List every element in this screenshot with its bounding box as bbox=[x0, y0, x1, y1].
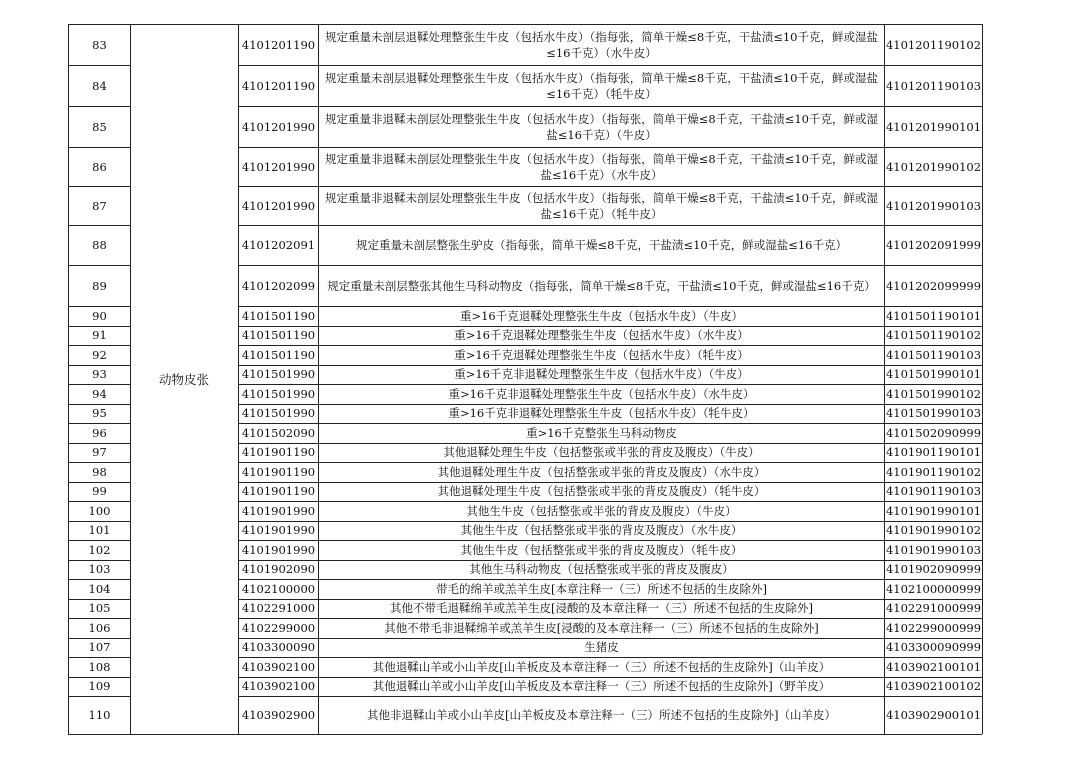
inspection-code: 4101202099999 bbox=[885, 278, 982, 293]
goods-description: 规定重量未剖层整张生驴皮（指每张，简单干燥≤8千克，干盐渍≤10千克，鲜或湿盐≤16千克） bbox=[356, 238, 847, 252]
goods-description: 重>16千克退鞣处理整张生牛皮（包括水牛皮）（牦牛皮） bbox=[454, 347, 749, 362]
row-number: 91 bbox=[92, 328, 107, 343]
hs-code: 4101201990 bbox=[241, 198, 316, 213]
column-divider bbox=[68, 24, 69, 734]
goods-description: 规定重量非退鞣未剖层处理整张生牛皮（包括水牛皮）（指每张，简单干燥≤8千克，干盐渍≤10千克，鲜或湿盐≤16千克）（牛皮） bbox=[325, 111, 878, 142]
hs-code: 4101501190 bbox=[241, 328, 316, 343]
row-number: 97 bbox=[92, 445, 107, 460]
goods-description: 其他生牛皮（包括整张或半张的背皮及腹皮）（水牛皮） bbox=[460, 523, 743, 538]
goods-description: 其他生马科动物皮（包括整张或半张的背皮及腹皮） bbox=[469, 562, 734, 577]
hs-code: 4101202091 bbox=[241, 238, 316, 252]
hs-code: 4101901190 bbox=[241, 484, 316, 499]
goods-description: 生猪皮 bbox=[584, 640, 619, 655]
inspection-code: 4102291000999 bbox=[885, 601, 982, 616]
goods-description: 重>16千克非退鞣处理整张生牛皮（包括水牛皮）（水牛皮） bbox=[448, 386, 755, 401]
inspection-code: 4101901990102 bbox=[885, 523, 982, 538]
column-divider bbox=[238, 24, 239, 734]
column-divider bbox=[318, 24, 319, 734]
hs-code: 4101202099 bbox=[241, 278, 316, 293]
goods-description: 规定重量非退鞣未剖层处理整张生牛皮（包括水牛皮）（指每张，简单干燥≤8千克，干盐渍≤10千克，鲜或湿盐≤16千克）（水牛皮） bbox=[325, 151, 878, 182]
goods-description: 其他退鞣处理生牛皮（包括整张或半张的背皮及腹皮）（水牛皮） bbox=[437, 464, 766, 479]
column-divider bbox=[982, 24, 983, 734]
row-number: 110 bbox=[88, 708, 111, 722]
hs-code: 4102100000 bbox=[241, 581, 316, 596]
hs-code: 4101901190 bbox=[241, 464, 316, 479]
hs-code: 4103902900 bbox=[241, 708, 316, 722]
table-border bbox=[68, 734, 982, 735]
goods-description: 重>16千克非退鞣处理整张生牛皮（包括水牛皮）（牦牛皮） bbox=[448, 406, 755, 421]
hs-code: 4103300090 bbox=[241, 640, 316, 655]
inspection-code: 4101501990103 bbox=[885, 406, 982, 421]
row-number: 84 bbox=[92, 78, 107, 93]
inspection-code: 4103300090999 bbox=[885, 640, 982, 655]
goods-description: 其他退鞣处理生牛皮（包括整张或半张的背皮及腹皮）（牛皮） bbox=[443, 445, 760, 460]
inspection-code: 4101901990101 bbox=[885, 503, 982, 518]
inspection-code: 4101501190103 bbox=[885, 347, 982, 362]
hs-code: 4101901990 bbox=[241, 503, 316, 518]
row-number: 106 bbox=[88, 620, 111, 635]
goods-description: 规定重量非退鞣未剖层处理整张生牛皮（包括水牛皮）（指每张，简单干燥≤8千克，干盐渍≤10千克，鲜或湿盐≤16千克）（牦牛皮） bbox=[325, 190, 878, 221]
goods-description: 重>16千克退鞣处理整张生牛皮（包括水牛皮）（牛皮） bbox=[459, 308, 744, 323]
row-number: 89 bbox=[92, 278, 107, 293]
hs-code: 4102299000 bbox=[241, 620, 316, 635]
row-number: 96 bbox=[92, 425, 107, 440]
table-border bbox=[68, 24, 982, 25]
inspection-code: 4101901190101 bbox=[885, 445, 982, 460]
inspection-code: 4101901190103 bbox=[885, 484, 982, 499]
hs-code: 4101501990 bbox=[241, 406, 316, 421]
row-number: 105 bbox=[88, 601, 111, 616]
inspection-code: 4101201190103 bbox=[885, 78, 982, 93]
goods-description: 其他不带毛非退鞣绵羊或羔羊生皮[浸酸的及本章注释一（三）所述不包括的生皮除外] bbox=[384, 620, 819, 635]
inspection-code: 4101501190102 bbox=[885, 328, 982, 343]
hs-code: 4101502090 bbox=[241, 425, 316, 440]
hs-code: 4101501190 bbox=[241, 347, 316, 362]
inspection-code: 4102100000999 bbox=[885, 581, 982, 596]
column-divider bbox=[884, 24, 885, 734]
goods-description: 其他退鞣山羊或小山羊皮[山羊板皮及本章注释一（三）所述不包括的生皮除外]（野羊皮） bbox=[372, 679, 831, 694]
inspection-code: 4101201190102 bbox=[885, 37, 982, 52]
hs-code: 4101901990 bbox=[241, 523, 316, 538]
row-number: 107 bbox=[88, 640, 111, 655]
row-number: 94 bbox=[92, 386, 107, 401]
hs-code: 4101501190 bbox=[241, 308, 316, 323]
row-number: 102 bbox=[88, 542, 111, 557]
hs-code: 4101902090 bbox=[241, 562, 316, 577]
hs-code: 4101901190 bbox=[241, 445, 316, 460]
inspection-code: 4101502090999 bbox=[885, 425, 982, 440]
row-number: 88 bbox=[92, 238, 107, 252]
hs-code: 4101501990 bbox=[241, 386, 316, 401]
row-number: 90 bbox=[92, 308, 107, 323]
row-number: 95 bbox=[92, 406, 107, 421]
row-number: 100 bbox=[88, 503, 111, 518]
row-number: 103 bbox=[88, 562, 111, 577]
row-number: 86 bbox=[92, 159, 107, 174]
inspection-code: 4101201990102 bbox=[885, 159, 982, 174]
inspection-code: 4101201990103 bbox=[885, 198, 982, 213]
row-number: 101 bbox=[88, 523, 111, 538]
inspection-code: 4101501190101 bbox=[885, 308, 982, 323]
goods-description: 其他生牛皮（包括整张或半张的背皮及腹皮）（牛皮） bbox=[466, 503, 737, 518]
goods-description: 其他退鞣处理生牛皮（包括整张或半张的背皮及腹皮）（牦牛皮） bbox=[437, 484, 766, 499]
category-cell: 动物皮张 bbox=[158, 372, 209, 387]
hs-code: 4103902100 bbox=[241, 679, 316, 694]
goods-description: 其他不带毛退鞣绵羊或羔羊生皮[浸酸的及本章注释一（三）所述不包括的生皮除外] bbox=[390, 601, 813, 616]
row-number: 93 bbox=[92, 367, 107, 382]
goods-description: 规定重量未剖层退鞣处理整张生牛皮（包括水牛皮）（指每张，简单干燥≤8千克，干盐渍≤10千克，鲜或湿盐≤16千克）（水牛皮） bbox=[325, 29, 878, 60]
column-divider bbox=[130, 24, 131, 734]
inspection-code: 4101902090999 bbox=[885, 562, 982, 577]
inspection-code: 4103902100101 bbox=[885, 659, 982, 674]
inspection-code: 4101901190102 bbox=[885, 464, 982, 479]
inspection-code: 4101202091999 bbox=[885, 238, 982, 252]
inspection-code: 4103902900101 bbox=[885, 708, 982, 722]
row-number: 92 bbox=[92, 347, 107, 362]
hs-code: 4102291000 bbox=[241, 601, 316, 616]
hs-code: 4101201190 bbox=[241, 78, 316, 93]
inspection-code: 4103902100102 bbox=[885, 679, 982, 694]
row-number: 83 bbox=[92, 37, 107, 52]
row-number: 99 bbox=[92, 484, 107, 499]
goods-description: 其他生牛皮（包括整张或半张的背皮及腹皮）（牦牛皮） bbox=[460, 542, 743, 557]
goods-description: 重>16千克非退鞣处理整张生牛皮（包括水牛皮）（牛皮） bbox=[454, 367, 749, 382]
goods-description: 规定重量未剖层退鞣处理整张生牛皮（包括水牛皮）（指每张，简单干燥≤8千克，干盐渍≤10千克，鲜或湿盐≤16千克）（牦牛皮） bbox=[325, 70, 878, 101]
inspection-code: 4101501990101 bbox=[885, 367, 982, 382]
row-number: 109 bbox=[88, 679, 111, 694]
inspection-code: 4101201990101 bbox=[885, 119, 982, 134]
goods-description: 其他非退鞣山羊或小山羊皮[山羊板皮及本章注释一（三）所述不包括的生皮除外]（山羊皮） bbox=[367, 708, 836, 722]
inspection-code: 4101501990102 bbox=[885, 386, 982, 401]
row-number: 87 bbox=[92, 198, 107, 213]
hs-code: 4101901990 bbox=[241, 542, 316, 557]
goods-description: 重>16千克退鞣处理整张生牛皮（包括水牛皮）（水牛皮） bbox=[454, 328, 749, 343]
inspection-code: 4101901990103 bbox=[885, 542, 982, 557]
hs-code: 4101201190 bbox=[241, 37, 316, 52]
row-number: 104 bbox=[88, 581, 111, 596]
hs-code: 4101201990 bbox=[241, 119, 316, 134]
row-number: 85 bbox=[92, 119, 107, 134]
row-number: 98 bbox=[92, 464, 107, 479]
goods-description: 重>16千克整张生马科动物皮 bbox=[526, 425, 677, 440]
goods-description: 带毛的绵羊或羔羊生皮[本章注释一（三）所述不包括的生皮除外] bbox=[436, 581, 767, 596]
row-number: 108 bbox=[88, 659, 111, 674]
hs-code: 4103902100 bbox=[241, 659, 316, 674]
inspection-code: 4102299000999 bbox=[885, 620, 982, 635]
goods-description: 规定重量未剖层整张其他生马科动物皮（指每张，简单干燥≤8千克，干盐渍≤10千克，鲜或湿盐≤16千克） bbox=[327, 278, 876, 293]
goods-description: 其他退鞣山羊或小山羊皮[山羊板皮及本章注释一（三）所述不包括的生皮除外]（山羊皮） bbox=[372, 659, 831, 674]
hs-code: 4101201990 bbox=[241, 159, 316, 174]
hs-code: 4101501990 bbox=[241, 367, 316, 382]
